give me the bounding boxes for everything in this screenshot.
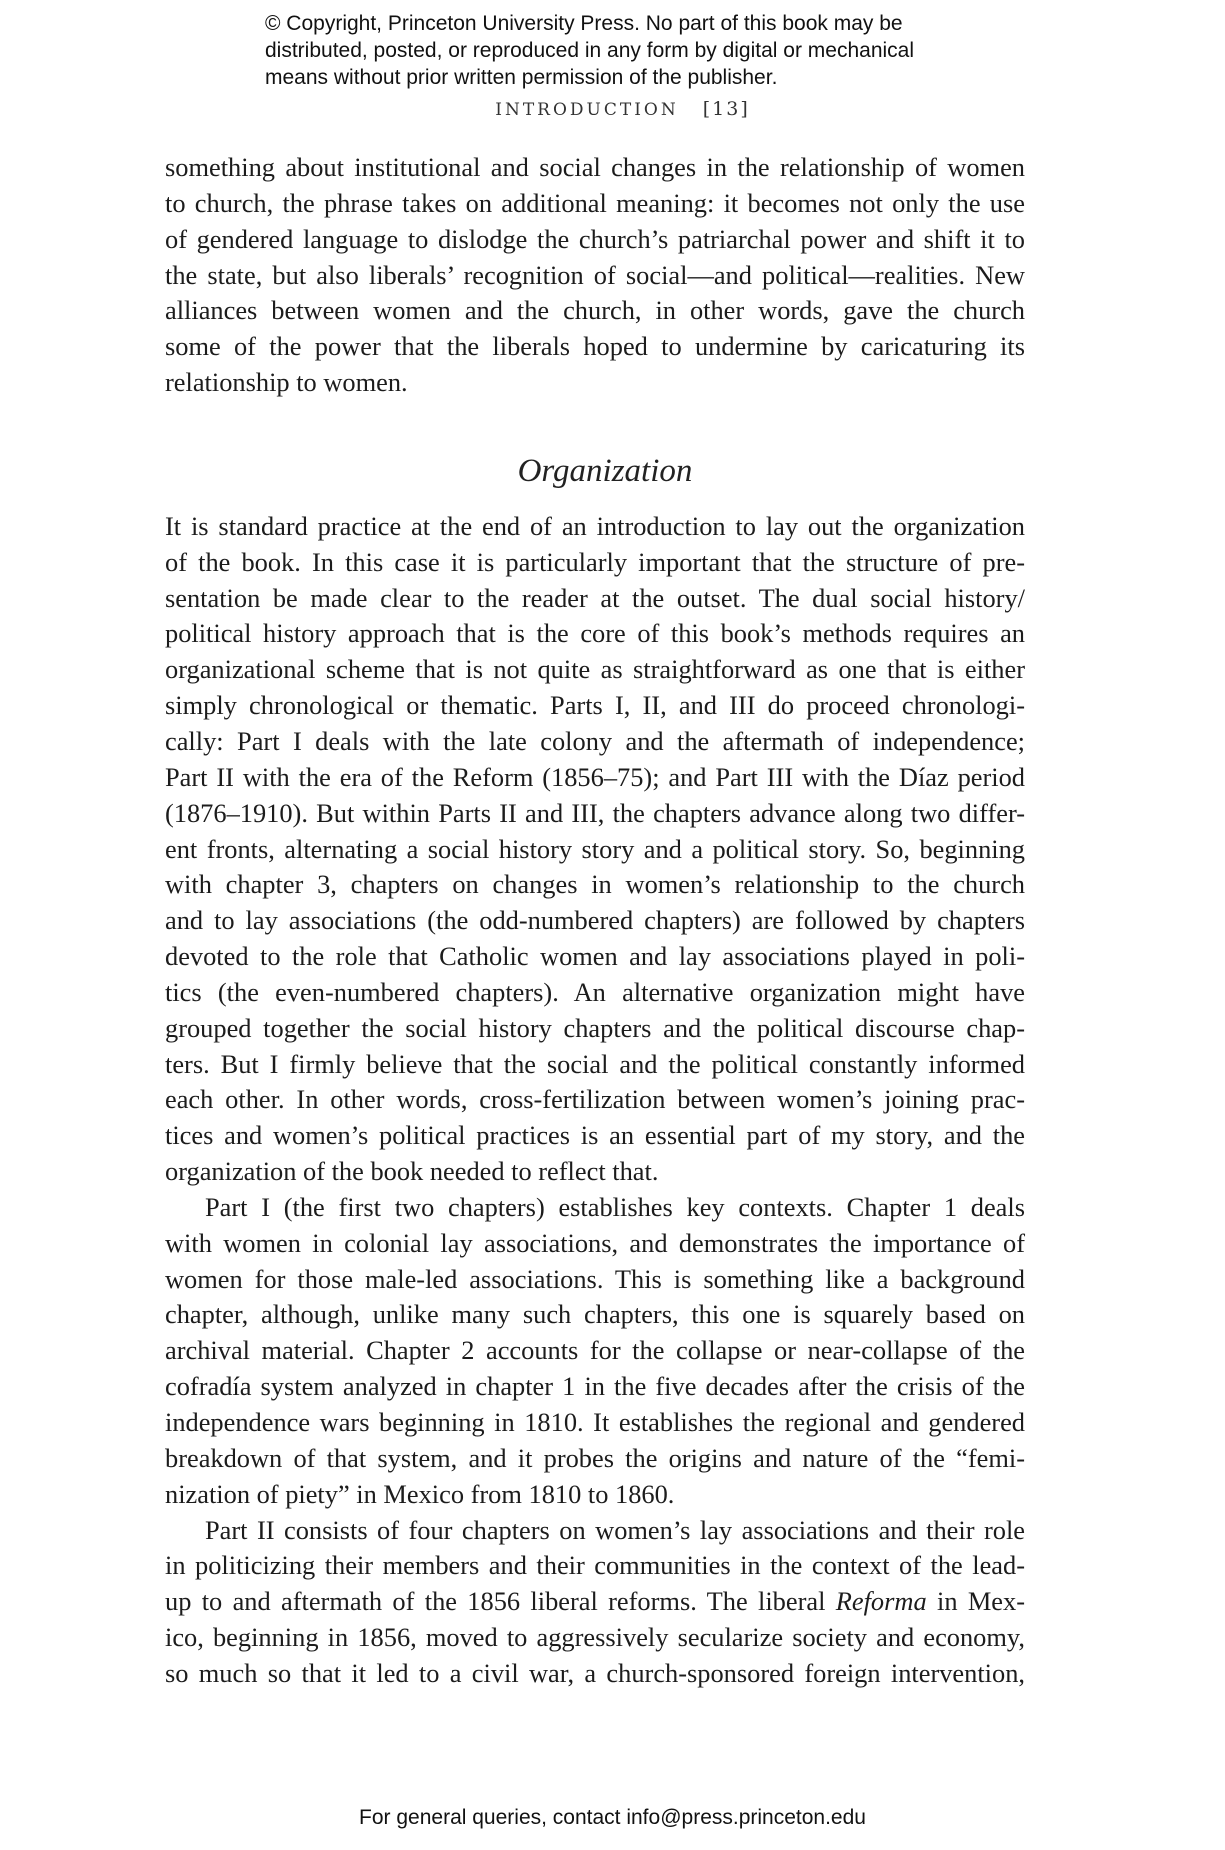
- text-line: breakdown of that system, and it probes the origins and nature of the “femi-: [165, 1442, 1025, 1473]
- text-line: with women in colonial lay associations, and demonstrates the importance of: [165, 1227, 1025, 1258]
- text-line: (1876–1910). But within Parts II and III, the chapters advance along two differ-: [165, 797, 1025, 828]
- text-line: Part II consists of four chapters on women’s lay associations and their role: [205, 1514, 1025, 1545]
- text-line: Part II with the era of the Reform (1856–75); and Part III with the Díaz period: [165, 761, 1025, 792]
- text-run: in Mex-: [926, 1586, 1025, 1617]
- copyright-notice: [265, 10, 965, 91]
- text-line: cofradía system analyzed in chapter 1 in the five decades after the crisis of the: [165, 1371, 1025, 1402]
- text-line: organizational scheme that is not quite as straightforward as one that is either: [165, 654, 1025, 685]
- body-text: [165, 150, 1025, 1692]
- text-line: women for those male-led associations. This is something like a background: [165, 1263, 1025, 1294]
- running-head: [0, 98, 1225, 120]
- italic-term: Reforma: [835, 1586, 927, 1617]
- text-line: It is standard practice at the end of an introduction to lay out the organization: [165, 510, 1025, 541]
- text-line: in politicizing their members and their communities in the context of the lead-: [165, 1550, 1025, 1581]
- paragraph: [165, 1513, 1025, 1692]
- text-line: some of the power that the liberals hoped to undermine by caricaturing its: [165, 331, 1025, 362]
- text-line: ico, beginning in 1856, moved to aggressively secularize society and economy,: [165, 1622, 1025, 1653]
- text-line: to church, the phrase takes on additional meaning: it becomes not only the use: [165, 187, 1025, 218]
- text-line: political history approach that is the core of this book’s methods requires an: [165, 618, 1025, 649]
- text-run: up to and aftermath of the 1856 liberal reforms. The liberal: [165, 1586, 836, 1617]
- text-line: grouped together the social history chapters and the political discourse chap-: [165, 1012, 1025, 1043]
- text-line: independence wars beginning in 1810. It establishes the regional and gendered: [165, 1407, 1025, 1437]
- text-line: organization of the book needed to reflect that.: [165, 1156, 659, 1187]
- text-line: devoted to the role that Catholic women and lay associations played in poli-: [165, 941, 1025, 972]
- copyright-line: distributed, posted, or reproduced in any form by digital or mechanical: [265, 39, 915, 62]
- paragraph: [165, 150, 1025, 401]
- text-line: Part I (the first two chapters) establishes key contexts. Chapter 1 deals: [205, 1191, 1025, 1222]
- text-line: alliances between women and the church, in other words, gave the church: [165, 295, 1025, 326]
- text-line: archival material. Chapter 2 accounts for the collapse or near-collapse of the: [165, 1335, 1025, 1366]
- text-line: ters. But I firmly believe that the social and the political constantly informed: [165, 1048, 1025, 1079]
- footer-contact: For general queries, contact info@press.princeton.edu: [359, 1806, 866, 1829]
- text-line: tics (the even-numbered chapters). An alternative organization might have: [165, 976, 1025, 1007]
- text-line: the state, but also liberals’ recognition of social—and political—realities. New: [165, 259, 1025, 290]
- text-line: and to lay associations (the odd-numbered chapters) are followed by chapters: [165, 905, 1025, 936]
- text-line: each other. In other words, cross-fertilization between women’s joining prac-: [165, 1084, 1025, 1115]
- text-line: of the book. In this case it is particularly important that the structure of pre-: [165, 546, 1025, 577]
- text-line: nization of piety” in Mexico from 1810 to 1860.: [165, 1478, 675, 1509]
- copyright-line: © Copyright, Princeton University Press. No part of this book may be: [265, 12, 903, 35]
- text-line: [165, 1584, 1025, 1620]
- text-line: chapter, although, unlike many such chapters, this one is squarely based on: [165, 1299, 1025, 1330]
- text-line: so much so that it led to a civil war, a church-sponsored foreign intervention,: [165, 1657, 1025, 1688]
- text-line: relationship to women.: [165, 367, 408, 398]
- paragraph: [165, 509, 1025, 1190]
- running-head-title: INTRODUCTION: [495, 100, 679, 120]
- text-line: simply chronological or thematic. Parts I, II, and III do proceed chronologi-: [165, 690, 1025, 721]
- copyright-line: means without prior written permission of the publisher.: [265, 66, 778, 89]
- text-line: cally: Part I deals with the late colony and the aftermath of independence;: [165, 725, 1025, 756]
- text-line: tices and women’s political practices is an essential part of my story, and the: [165, 1120, 1025, 1151]
- section-heading: Organization: [517, 452, 693, 489]
- paragraph: [165, 1190, 1025, 1513]
- text-line: something about institutional and social changes in the relationship of women: [165, 152, 1025, 182]
- text-line: sentation be made clear to the reader at the outset. The dual social history/: [165, 582, 1025, 613]
- text-line: ent fronts, alternating a social history story and a political story. So, beginning: [165, 833, 1025, 864]
- page-number: [13]: [702, 98, 750, 120]
- text-line: of gendered language to dislodge the church’s patriarchal power and shift it to: [165, 223, 1025, 254]
- text-line: with chapter 3, chapters on changes in women’s relationship to the church: [165, 869, 1025, 900]
